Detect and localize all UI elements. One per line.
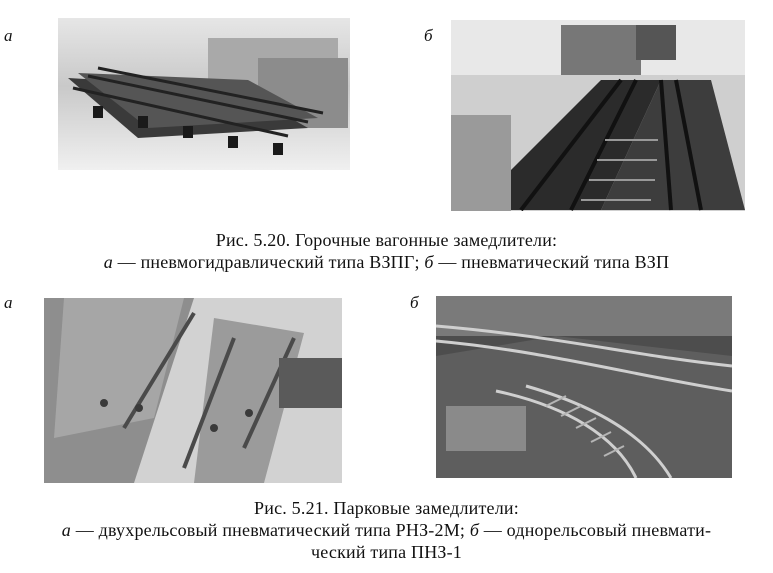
figure-521-caption-line3: ческий типа ПНЗ-1 <box>310 542 463 562</box>
figure-521-caption-title: Рис. 5.21. Парковые замедлители: <box>254 498 519 518</box>
figure-520-photo-a <box>58 18 350 170</box>
figure-521-caption-a-text: — двухрельсовый пневматический типа РНЗ-2М; <box>71 520 470 540</box>
figure-520-caption-title: Рис. 5.20. Горочные вагонные замедлители: <box>215 230 558 250</box>
figure-520-caption-b-letter: б <box>424 252 434 272</box>
figure-520-caption-a-letter: а <box>103 252 113 272</box>
figure-520-caption-b-text: — пневматический типа ВЗП <box>433 252 670 272</box>
figure-521-label-b: б <box>410 293 419 312</box>
figure-521-label-a: а <box>4 293 13 312</box>
figure-521-caption-detail <box>0 519 773 541</box>
figure-521-caption-a-letter: а <box>61 520 71 540</box>
figure-520-caption-detail <box>0 251 773 273</box>
figure-520-label-b: б <box>424 26 433 45</box>
figure-521-photo-b <box>436 296 732 478</box>
figure-521-caption <box>0 497 773 563</box>
figure-521-caption-b-text: — однорельсовый пневмати- <box>479 520 712 540</box>
figure-521-photo-a <box>44 298 342 483</box>
figure-520-label-a: а <box>4 26 13 45</box>
figure-520-caption-a-text: — пневмогидравлический типа ВЗПГ; <box>112 252 425 272</box>
figure-521-caption-b-letter: б <box>469 520 480 540</box>
figure-520-caption <box>0 229 773 273</box>
figure-520-photo-b <box>451 20 745 211</box>
